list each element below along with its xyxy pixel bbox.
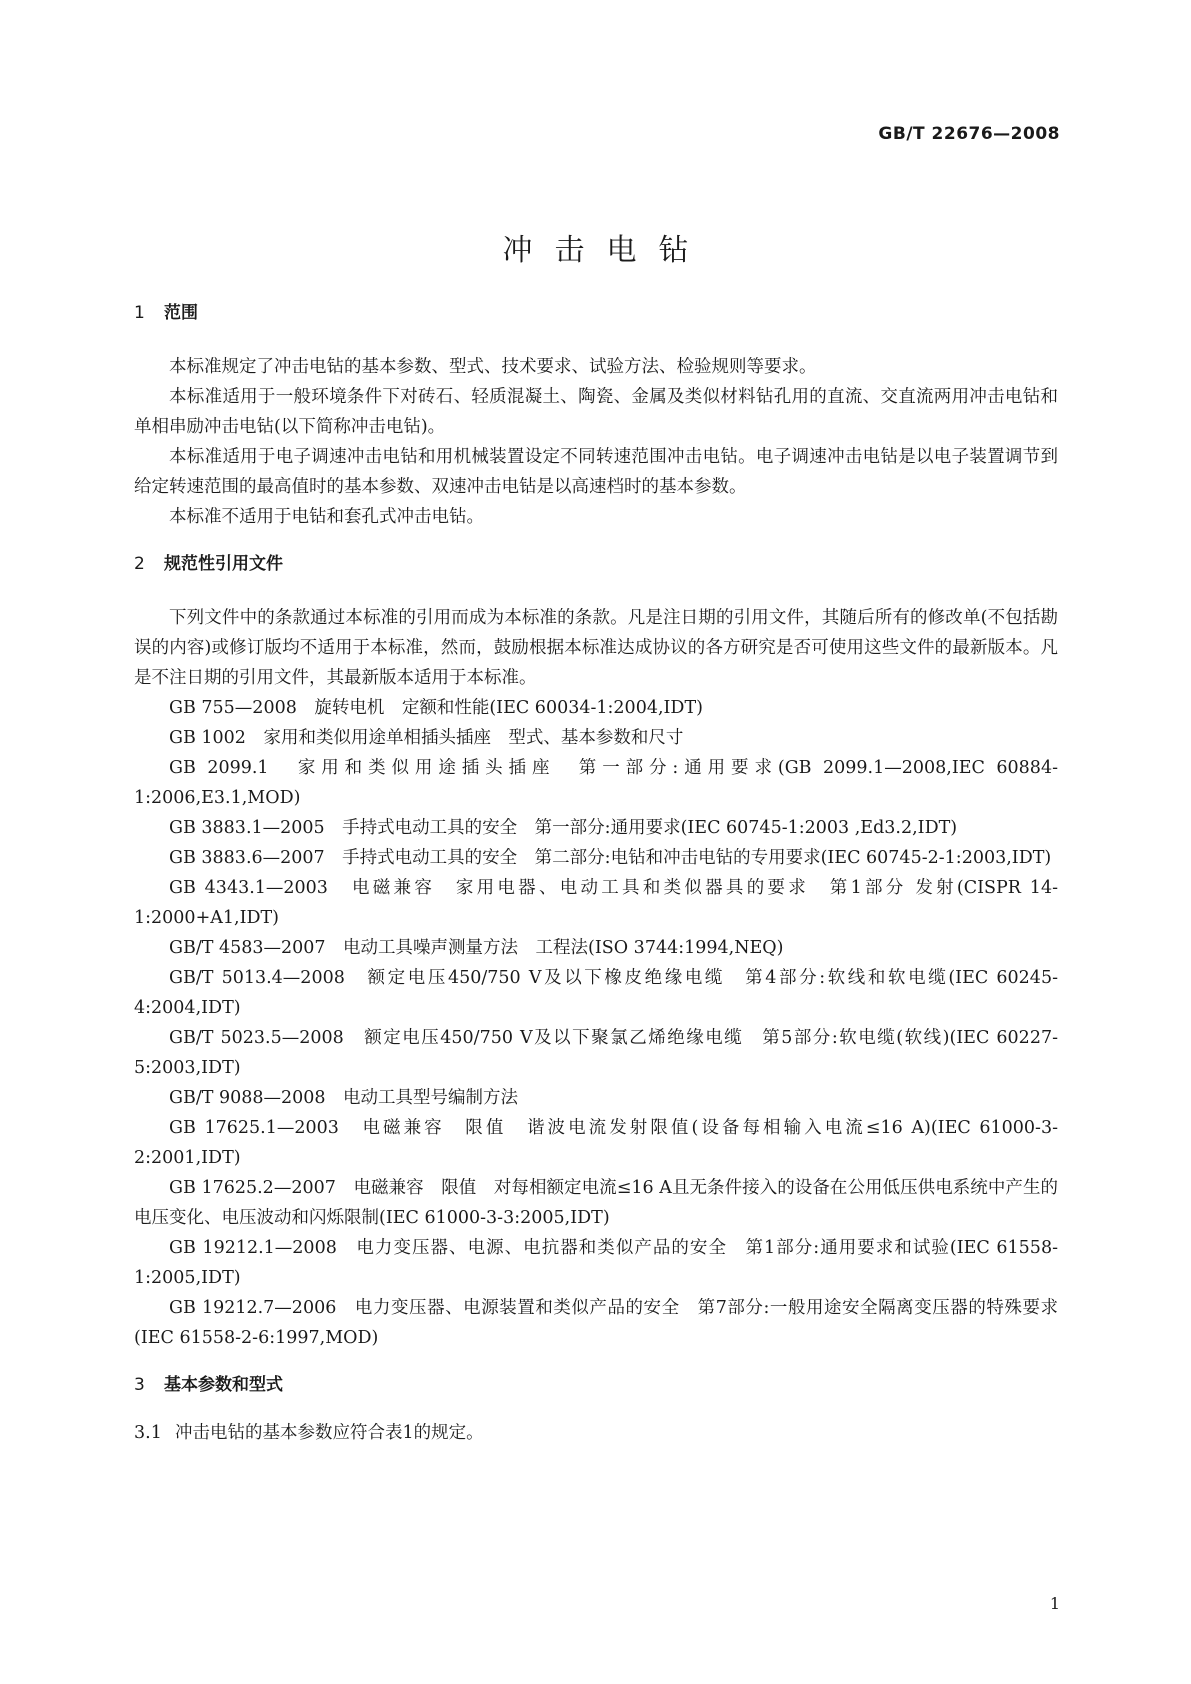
reference-item: GB/T 4583—2007 电动工具噪声测量方法 工程法(ISO 3744:1994,NEQ)	[169, 938, 784, 958]
document-body	[134, 300, 1058, 1448]
section-2-title: 规范性引用文件	[164, 554, 283, 574]
section-1-paragraph: 本标准适用于一般环境条件下对砖石、轻质混凝土、陶瓷、金属及类似材料钻孔用的直流、交直流两用冲击电钻和单相串励冲击电钻(以下简称冲击电钻)。	[134, 387, 1058, 437]
reference-list	[134, 693, 1058, 1353]
document-title: 冲击电钻	[502, 233, 711, 268]
section-2-heading	[134, 551, 1058, 578]
reference-item: GB 3883.1—2005 手持式电动工具的安全 第一部分:通用要求(IEC 60745-1:2003 ,Ed3.2,IDT)	[169, 818, 958, 838]
section-1-title: 范围	[164, 303, 198, 323]
reference-item: GB 1002 家用和类似用途单相插头插座 型式、基本参数和尺寸	[169, 728, 684, 748]
reference-item: GB 17625.2—2007 电磁兼容 限值 对每相额定电流≤16 A且无条件接入的设备在公用低压供电系统中产生的电压变化、电压波动和闪烁限制(IEC 61000-3-3:2005,IDT)	[134, 1178, 1058, 1228]
section-1-number: 1	[134, 303, 145, 323]
reference-item: GB 19212.1—2008 电力变压器、电源、电抗器和类似产品的安全 第1部分:通用要求和试验(IEC 61558-1:2005,IDT)	[134, 1238, 1058, 1288]
reference-item: GB/T 9088—2008 电动工具型号编制方法	[169, 1088, 519, 1108]
reference-item: GB 17625.1—2003 电磁兼容 限值 谐波电流发射限值(设备每相输入电流≤16 A)(IEC 61000-3-2:2001,IDT)	[134, 1118, 1058, 1168]
reference-item: GB 3883.6—2007 手持式电动工具的安全 第二部分:电钻和冲击电钻的专用要求(IEC 60745-2-1:2003,IDT)	[169, 848, 1052, 868]
section-1-paragraph: 本标准适用于电子调速冲击电钻和用机械装置设定不同转速范围冲击电钻。电子调速冲击电钻是以电子装置调节到给定转速范围的最高值时的基本参数、双速冲击电钻是以高速档时的基本参数。	[134, 447, 1058, 497]
reference-item: GB 2099.1 家用和类似用途插头插座 第一部分:通用要求(GB 2099.1—2008,IEC 60884-1:2006,E3.1,MOD)	[134, 758, 1058, 808]
reference-item: GB 755—2008 旋转电机 定额和性能(IEC 60034-1:2004,IDT)	[169, 698, 703, 718]
section-2-intro: 下列文件中的条款通过本标准的引用而成为本标准的条款。凡是注日期的引用文件，其随后所有的修改单(不包括勘误的内容)或修订版均不适用于本标准，然而，鼓励根据本标准达成协议的各方研究是否可使用这些文件的最新版本。凡是不注日期的引用文件，其最新版本适用于本标准。	[134, 608, 1058, 688]
section-1-heading	[134, 300, 1058, 327]
reference-item: GB 4343.1—2003 电磁兼容 家用电器、电动工具和类似器具的要求 第1部分 发射(CISPR 14-1:2000+A1,IDT)	[134, 878, 1058, 928]
reference-item: GB/T 5013.4—2008 额定电压450/750 V及以下橡皮绝缘电缆 第4部分:软线和软电缆(IEC 60245-4:2004,IDT)	[134, 968, 1058, 1018]
reference-item: GB/T 5023.5—2008 额定电压450/750 V及以下聚氯乙烯绝缘电缆 第5部分:软电缆(软线)(IEC 60227-5:2003,IDT)	[134, 1028, 1058, 1078]
section-1-paragraph: 本标准不适用于电钻和套孔式冲击电钻。	[169, 507, 484, 527]
clause-3-1	[134, 1418, 1058, 1448]
section-2-number: 2	[134, 554, 145, 574]
section-1-paragraph: 本标准规定了冲击电钻的基本参数、型式、技术要求、试验方法、检验规则等要求。	[169, 357, 817, 377]
section-3-number: 3	[134, 1375, 145, 1395]
standard-number: GB/T 22676—2008	[878, 124, 1060, 144]
clause-number: 3.1	[134, 1423, 162, 1443]
section-3-title: 基本参数和型式	[164, 1375, 283, 1395]
page-number: 1	[1049, 1594, 1060, 1613]
reference-item: GB 19212.7—2006 电力变压器、电源装置和类似产品的安全 第7部分:一般用途安全隔离变压器的特殊要求(IEC 61558-2-6:1997,MOD)	[134, 1298, 1058, 1348]
section-3-heading	[134, 1372, 1058, 1399]
clause-text: 冲击电钻的基本参数应符合表1的规定。	[175, 1423, 484, 1443]
